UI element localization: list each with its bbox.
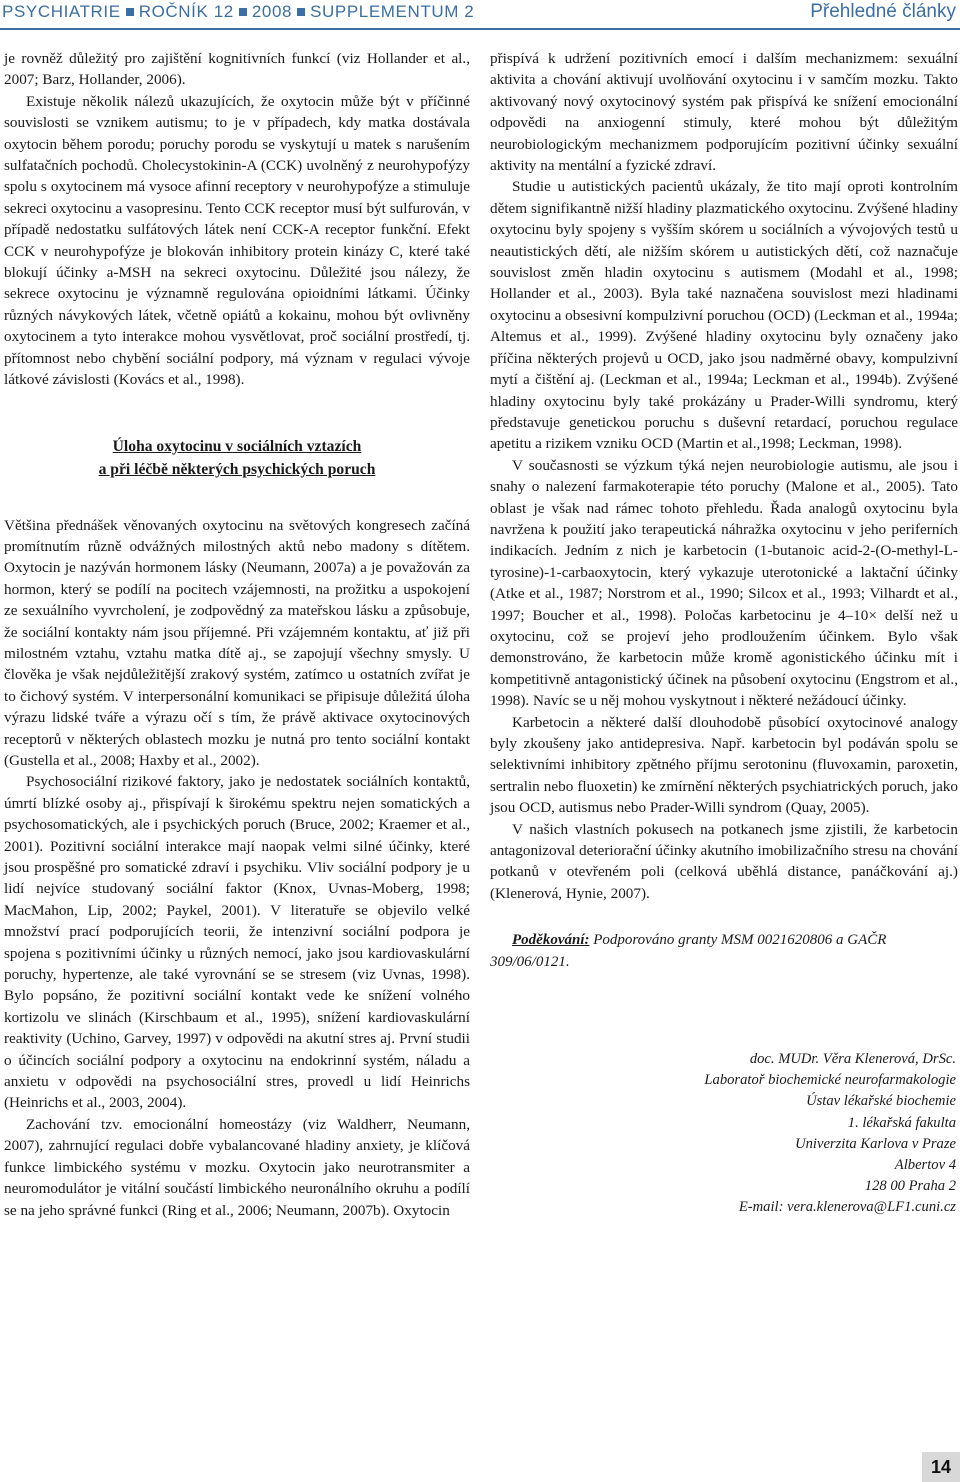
section-heading: [4, 435, 470, 481]
square-bullet-icon: [239, 8, 247, 16]
journal-year: 2008: [251, 2, 293, 21]
author-email: E-mail: vera.klenerova@LF1.cuni.cz: [738, 1199, 956, 1216]
author-name: doc. MUDr. Věra Klenerová, DrSc.: [749, 1051, 956, 1068]
acknowledgement-label: Poděkování:: [512, 932, 590, 949]
address-line: Univerzita Karlova v Praze: [795, 1135, 956, 1152]
journal-header: [2, 2, 474, 22]
acknowledgement-text: Podporováno granty MSM 0021620806 a GAČR 309/06/0121.: [490, 932, 887, 970]
journal-name: PSYCHIATRIE: [2, 2, 121, 21]
paragraph: Existuje několik nálezů ukazujících, že oxytocin může být v příčinné souvislosti se vznikem autismu; to je v případech, kdy matka dostávala oxytocin během porodu; poruchy porodu se vyskytují u matek s narušením sulfatačních pochodů. Cholecystokinin-A (CCK) uvolněný z neurohypofýzy spolu s oxytocinem má vysoce afinní receptory v neurohypofýze a stimuluje sekreci oxytocinu a vasopresinu. Tento CCK receptor musí být sulfurován, v případě nedostatku sulfátových látek není CCK-A receptor funkční. Efekt CCK v neurohypofýze je blokován inhibitory protein kinázy C, které také blokují účinky a-MSH na sekreci oxytocinu. Důležité jsou nálezy, že sekrece oxytocinu je významně regulována opioidními látkami. Účinky různých návykových látek, včetně opiátů a kokainu, mohou být ovlivněny oxytocinem a tyto interakce mohou vysvětlovat, proč sociální prostředí, tj. přítomnost nebo chybění sociální podpory, má význam v regulaci vývoje látkové závislosti (Kovács et al., 1998).: [4, 92, 470, 389]
paragraph: přispívá k udržení pozitivních emocí i dalším mechanizmem: sexuální aktivita a chování aktivují uvolňování oxytocinu i v samčím mozku. Takto aktivovaný nový oxytocinový systém pak přispívá ke snížení emocionální odpovědi na anxiogenní stimuly, které mohou být důležitým neurobiologickým mechanizmem podporujícím pozitivní účinky sexuální aktivity na mentální a fyzické zdraví.: [490, 50, 958, 175]
address-line: 128 00 Praha 2: [864, 1178, 956, 1195]
header-rule: [0, 28, 960, 30]
paragraph: Psychosociální rizikové faktory, jako je nedostatek sociálních kontaktů, úmrtí blízké osoby aj., přispívají k širokému spektru nejen somatických a psychosomatických, ale i psychických poruch (Bruce, 2002; Kraemer et al., 2001). Pozitivní sociální interakce mají naopak velmi silné účinky, které jsou prospěšné pro somatické zdraví i psychiku. Vliv sociální podpory je u lidí nejvíce studovaný sociální faktor (Knox, Uvnas-Moberg, 1998; MacMahon, Lip, 2002; Paykel, 2001). V literatuře se objevilo velké množství prací podporujících teorii, že intenzivní sociální podpora je spojena s pozitivními účinky u různých nemocí, jako jsou kardiovaskulární poruchy, hypertenze, ale také vyrovnání se se stresem (viz Uvnas, 1998). Bylo popsáno, že pozitivní sociální kontakt vede ke snížení volného kortizolu ve slinách (Kirschbaum et al., 1995), snížení kardiovaskulární reaktivity (Uchino, Garvey, 1997) v odpovědi na akutní stres aj. První studii o účincích sociální podpory a oxytocinu na endokrinní systém, náladu a anxietu v odpovědi na psychosociální stres, provedl u lidí Heinrichs (Heinrichs et al., 2003, 2004).: [4, 773, 470, 1112]
author-address: [490, 1049, 958, 1219]
right-column: [490, 48, 958, 1219]
section-label: Přehledné články: [810, 1, 956, 22]
paragraph: V současnosti se výzkum týká nejen neurobiologie autismu, ale jsou i snahy o nalezení farmakoterapie této poruchy (Malone et al., 2005). Tato oblast je však nad rámec tohoto přehledu. Řada analogů oxytocinu byla navržena k použití jako terapeutická náhražka oxytocinu v jeho periferních indikacích. Jedním z nich je karbetocin (1-butanoic acid-2-(O-methyl-L-tyrosine)-1-carbaoxytocin, který vykazuje uterotonické a laktační účinky (Atke et al., 1987; Norstrom et al., 1990; Silcox et al., 1993; Vilhardt et al., 1997; Boucher et al., 1998). Poločas karbetocinu je 4–10× delší než u oxytocinu, což se projeví jeho prodloužením účinkem. Bylo však demonstrováno, že karbetocin může kromě agonistického účinku mít i kompetitivně antagonistický účinek na působení oxytocinu (Engstrom et al., 1998). Navíc se u něj mohou vyskytnout i některé nežádoucí účinky.: [490, 456, 958, 710]
section-heading-line: Úloha oxytocinu v sociálních vztazích: [112, 437, 362, 455]
journal-volume: ROČNÍK 12: [138, 2, 234, 21]
running-header: [0, 0, 960, 30]
acknowledgement: [490, 930, 958, 973]
left-column: [4, 48, 470, 1221]
paragraph: V našich vlastních pokusech na potkanech jsme zjistili, že karbetocin antagonizoval deteriorační účinky akutního imobilizačního stresu na chování potkanů v otevřeném poli (celková uběhlá distance, panáčkování aj.) (Klenerová, Hynie, 2007).: [490, 820, 958, 902]
address-line: Ústav lékařské biochemie: [806, 1093, 956, 1110]
section-heading-line: a při léčbě některých psychických poruch: [98, 460, 376, 478]
square-bullet-icon: [297, 8, 305, 16]
paragraph: Studie u autistických pacientů ukázaly, že tito mají oproti kontrolním dětem signifikantně nižší hladiny plazmatického oxytocinu. Zvýšené hladiny oxytocinu byly spojeny s vyšším skórem u sociálních a vývojových testů u neautistických dětí, ale nižším skórem u autistických dětí, což naznačuje souvislost změn hladin oxytocinu s autismem (Modahl et al., 1998; Hollander et al., 2003). Byla také naznačena souvislost mezi hladinami oxytocinu a obsesivní kompulzivní poruchou (OCD) (Leckman et al., 1994a; Altemus et al., 1999). Zvýšené hladiny oxytocinu byly označeny jako příčina některých projevů u OCD, jako jsou nadměrné obavy, kompulzivní mytí a čištění aj. (Leckman et al., 1994a; Leckman et al., 1994b). Zvýšené hladiny oxytocinu byly také prokázány u Prader-Willi syndromu, který představuje genetickou poruchu s duševní retardací, poruchou regulace apetitu a rizikem vzniku OCD (Martin et al.,1998; Leckman, 1998).: [490, 178, 958, 453]
paragraph: Karbetocin a některé další dlouhodobě působící oxytocinové analogy byly zkoušeny jako antidepresiva. Např. karbetocin byl podáván spolu se selektivními inhibitory zpětného příjmu serotoninu (fluvoxamin, paroxetin, sertralin nebo fluoxetin) ke zmírnění některých psychiatrických poruch, jako jsou OCD, autismus nebo Prader-Willi syndrom (Quay, 2005).: [490, 713, 958, 817]
address-line: Albertov 4: [894, 1157, 956, 1174]
address-line: Laboratoř biochemické neurofarmakologie: [704, 1072, 956, 1089]
journal-supplement: SUPPLEMENTUM 2: [310, 2, 475, 21]
paragraph: Většina přednášek věnovaných oxytocinu na světových kongresech začíná promítnutím různě odvážných milostných aktů nebo madony s dítětem. Oxytocin je nazýván hormonem lásky (Neumann, 2007a) a je považován za hormon, který se podílí na pocitech vzájemnosti, na prožitku a uspokojení ze sexuálního vyvrcholení, je zodpovědný za mateřskou lásku a způsobuje, že sociální kontakty nám jsou příjemné. Při vzájemném kontaktu, ať již při milostném vztahu, vztahu matka dítě aj., se zapojují všechny smysly. U člověka je však nejdůležitější zrakový systém, zatímco u ostatních zvířat je to čichový systém. V interpersonální komunikaci se připisuje důležitá úloha výrazu lidské tváře a výrazu očí s tím, že právě aktivace oxytocinových receptorů v některých oblastech mozku je nutná pro tento sociální kontakt (Gustella et al., 2008; Haxby et al., 2002).: [4, 516, 470, 769]
paragraph: Zachování tzv. emocionální homeostázy (viz Waldherr, Neumann, 2007), zahrnující regulaci dobře vybalancované hladiny anxiety, je klíčová funkce limbického systému v mozku. Oxytocin jako neurotransmiter a neuromodulátor je vitální součástí limbického neuronálního okruhu a podílí se na jeho správné funkci (Ring et al., 2006; Neumann, 2007b). Oxytocin: [4, 1115, 470, 1219]
square-bullet-icon: [126, 8, 134, 16]
page-number: 14: [922, 1452, 960, 1482]
address-line: 1. lékařská fakulta: [847, 1114, 956, 1131]
paragraph: je rovněž důležitý pro zajištění kognitivních funkcí (viz Hollander et al., 2007; Barz, Hollander, 2006).: [4, 50, 470, 89]
